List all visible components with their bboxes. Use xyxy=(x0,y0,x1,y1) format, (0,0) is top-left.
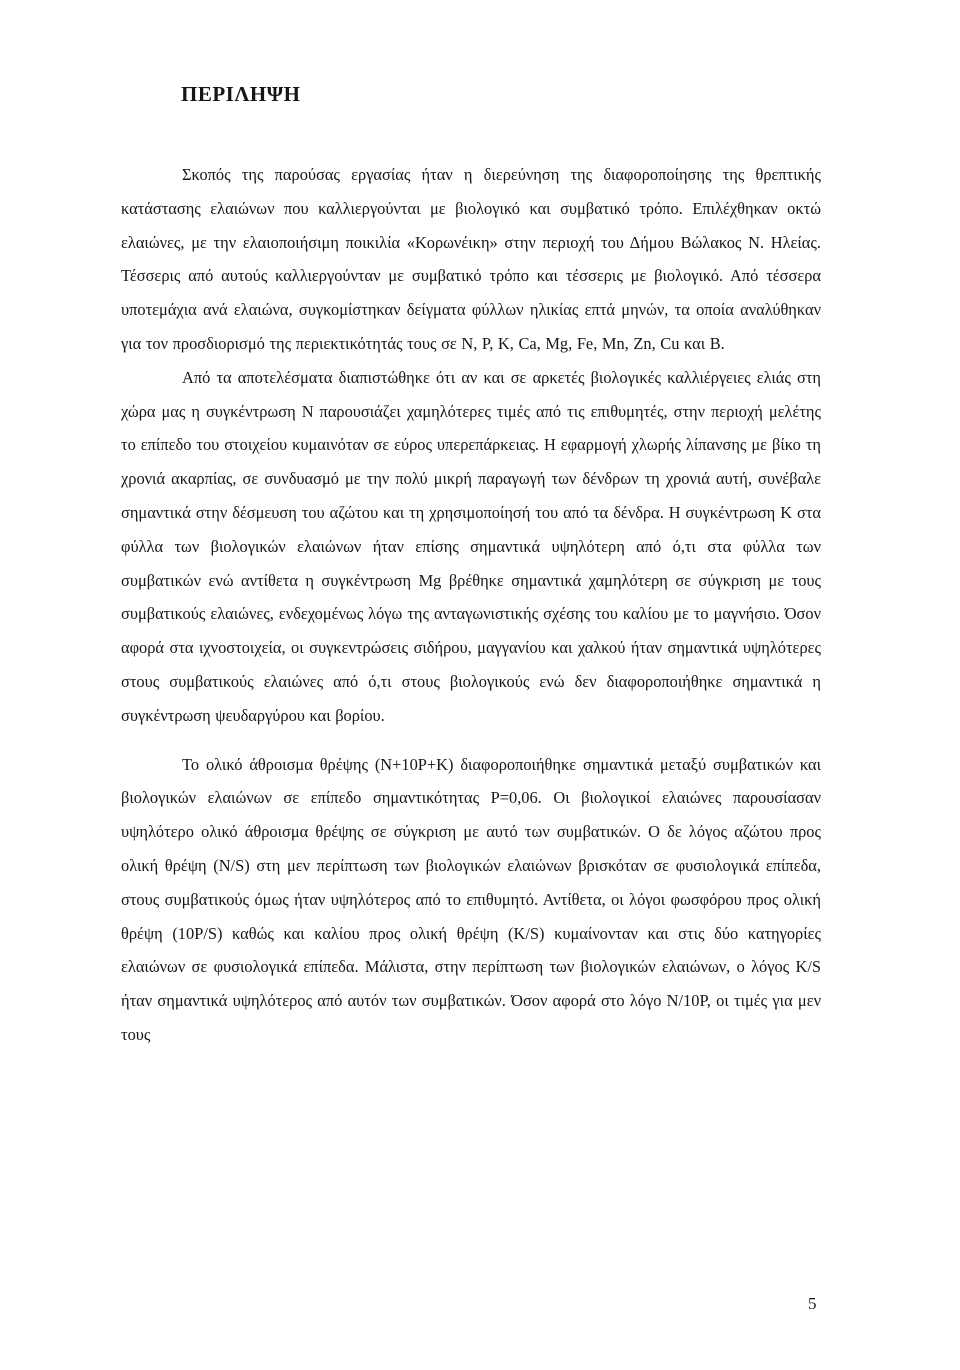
abstract-body xyxy=(121,158,821,1052)
page-title: ΠΕΡΙΛΗΨΗ xyxy=(181,82,301,106)
paragraph-3: Το ολικό άθροισμα θρέψης (N+10P+K) διαφοροποιήθηκε σημαντικά μεταξύ συμβατικών και βιολογικών ελαιώνων σε επίπεδο σημαντικότητας P=0,06. Οι βιολογικοί ελαιώνες παρουσίασαν υψηλότερο ολικό άθροισμα θρέψης σε σύγκριση με αυτό των συμβατικών. Ο δε λόγος αζώτου προς ολική θρέψη (N/S) στη μεν περίπτωση των βιολογικών ελαιώνων βρισκόταν σε φυσιολογικά επίπεδα, στους συμβατικούς όμως ήταν υψηλότερος από το επιθυμητό. Αντίθετα, οι λόγοι φωσφόρου προς ολική θρέψη (10P/S) καθώς και καλίου προς ολική θρέψη (K/S) κυμαίνονταν και στις δύο κατηγορίες ελαιώνων σε φυσιολογικά επίπεδα. Μάλιστα, στην περίπτωση των βιολογικών ελαιώνων, ο λόγος K/S ήταν σημαντικά υψηλότερος από αυτόν των συμβατικών. Όσον αφορά στο λόγο N/10P, οι τιμές για μεν τους xyxy=(121,754,821,1044)
paragraph-2: Από τα αποτελέσματα διαπιστώθηκε ότι αν και σε αρκετές βιολογικές καλλιέργειες ελιάς στη χώρα μας η συγκέντρωση N παρουσιάζει χαμηλότερες τιμές από τις επιθυμητές, στην περιοχή μελέτης το επίπεδο του στοιχείου κυμαινόταν σε εύρος υπερεπάρκειας. Η εφαρμογή χλωρής λίπανσης με βίκο τη χρονιά ακαρπίας, σε συνδυασμό με την πολύ μικρή παραγωγή των δένδρων τη χρονιά αυτή, συνέβαλε σημαντικά στην δέσμευση του αζώτου και τη χρησιμοποίησή του από τα δένδρα. Η συγκέντρωση K στα φύλλα των βιολογικών ελαιώνων ήταν επίσης σημαντικά υψηλότερη από ό,τι στα φύλλα των συμβατικών ενώ αντίθετα η συγκέντρωση Mg βρέθηκε σημαντικά χαμηλότερη σε σύγκριση με τους συμβατικούς ελαιώνες, ενδεχομένως λόγω της ανταγωνιστικής σχέσης του καλίου με το μαγνήσιο. Όσον αφορά στα ιχνοστοιχεία, οι συγκεντρώσεις σιδήρου, μαγγανίου και χαλκού ήταν σημαντικά υψηλότερες στους συμβατικούς ελαιώνες από ό,τι στους βιολογικούς ενώ δεν διαφοροποιήθηκε σημαντικά η συγκέντρωση ψευδαργύρου και βορίου. xyxy=(121,367,821,725)
paragraph-1: Σκοπός της παρούσας εργασίας ήταν η διερεύνηση της διαφοροποίησης της θρεπτικής κατάστασης ελαιώνων που καλλιεργούνται με βιολογικό και συμβατικό τρόπο. Επιλέχθηκαν οκτώ ελαιώνες, με την ελαιοποιήσιμη ποικιλία «Κορωνέικη» στην περιοχή του Δήμου Βώλακος Ν. Ηλείας. Τέσσερις από αυτούς καλλιεργούνταν με συμβατικό τρόπο και τέσσερις με βιολογικό. Από τέσσερα υποτεμάχια ανά ελαιώνα, συγκομίστηκαν δείγματα φύλλων ηλικίας επτά μηνών, τα οποία αναλύθηκαν για τον προσδιορισμό της περιεκτικότητάς τους σε N, P, K, Ca, Mg, Fe, Mn, Zn, Cu και B. xyxy=(121,165,821,353)
page-number: 5 xyxy=(808,1294,817,1313)
